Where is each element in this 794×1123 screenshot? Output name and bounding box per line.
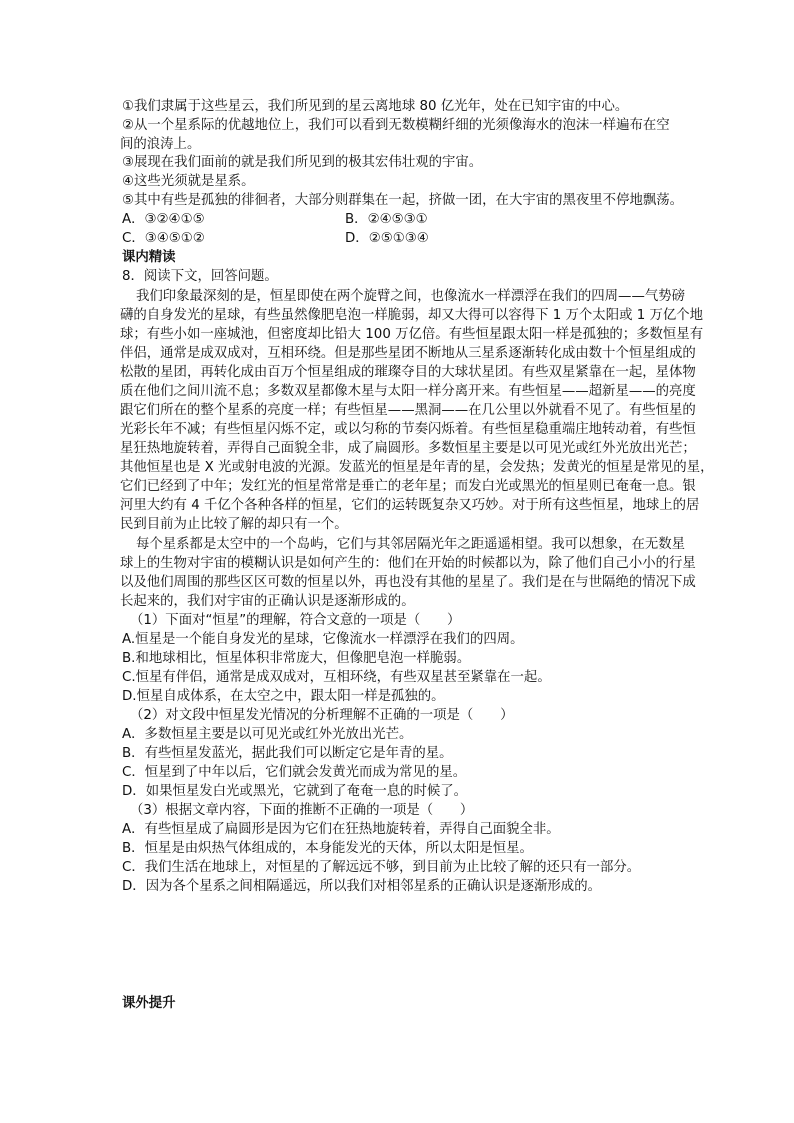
ordering-option-d[interactable]: D．②⑤①③④ bbox=[345, 231, 429, 246]
ordering-item-3: ③展现在我们面前的就是我们所见到的极其宏伟壮观的宇宙。 bbox=[122, 155, 483, 170]
passage-line: 球上的生物对宇宙的模糊认识是如何产生的：他们在开始的时候都以为，除了他们自己小小的行星 bbox=[120, 556, 696, 571]
passage-line: 球；有些小如一座城池，但密度却比铅大 100 万亿倍。有些恒星跟太阳一样是孤独的；多数恒星有 bbox=[120, 327, 704, 342]
passage-line: 其他恒星也是 X 光或射电波的光源。发蓝光的恒星是年青的星，会发热；发黄光的恒星是常见的星， bbox=[120, 460, 714, 475]
passage-line: 松散的星团，再转化成由百万个恒星组成的璀璨夺目的大球状星团。有些双星紧靠在一起，星体物 bbox=[120, 365, 696, 380]
question-8-intro: 8．阅读下文，回答问题。 bbox=[122, 269, 278, 284]
passage-line: 礴的自身发光的星球，有些虽然像肥皂泡一样脆弱，却又大得可以容得下 1 万个太阳或 1 万亿个地 bbox=[120, 308, 704, 323]
passage-line: 星狂热地旋转着，弄得自己面貌全非，成了扁圆形。多数恒星主要是以可见光或红外光放出光芒； bbox=[120, 441, 696, 456]
question-2-option-b[interactable]: B．有些恒星发蓝光，据此我们可以断定它是年青的星。 bbox=[122, 746, 453, 761]
question-3-option-c[interactable]: C．我们生活在地球上，对恒星的了解远远不够，到目前为止比较了解的还只有一部分。 bbox=[122, 860, 641, 875]
ordering-item-4: ④这些光须就是星系。 bbox=[122, 174, 255, 189]
passage-line: 它们已经到了中年；发红光的恒星常常是垂亡的老年星；而发白光或黑光的恒星则已奄奄一息。银 bbox=[120, 479, 696, 494]
passage-line: 伴侣，通常是成双成对，互相环绕。但是那些星团不断地从三星系逐渐转化成由数十个恒星组成的 bbox=[120, 346, 696, 361]
passage-line: 民到目前为止比较了解的却只有一个。 bbox=[120, 517, 348, 532]
ordering-option-c[interactable]: C．③④⑤①② bbox=[122, 231, 205, 246]
ordering-item-2: ②从一个星系际的优越地位上，我们可以看到无数模糊纤细的光须像海水的泡沫一样遍布在空 bbox=[122, 118, 670, 133]
question-1-stem: （1）下面对“恒星”的理解，符合文意的一项是（ ） bbox=[130, 613, 461, 628]
passage-line: 以及他们周围的那些区区可数的恒星以外，再也没有其他的星星了。我们是在与世隔绝的情况下成 bbox=[120, 575, 696, 590]
question-3-option-d[interactable]: D．因为各个星系之间相隔遥远，所以我们对相邻星系的正确认识是逐渐形成的。 bbox=[122, 879, 601, 894]
passage-line: 每个星系都是太空中的一个岛屿，它们与其邻居隔光年之距遥遥相望。我可以想象，在无数星 bbox=[136, 537, 686, 552]
passage-line: 长起来的，我们对宇宙的正确认识是逐渐形成的。 bbox=[120, 594, 415, 609]
ordering-option-a[interactable]: A．③②④①⑤ bbox=[122, 212, 205, 227]
question-1-option-b[interactable]: B.和地球相比，恒星体积非常庞大，但像肥皂泡一样脆弱。 bbox=[122, 651, 471, 666]
passage-line: 光彩长年不减；有些恒星闪烁不定，或以匀称的节奏闪烁着。有些恒星稳重端庄地转动着，有些恒 bbox=[120, 422, 696, 437]
question-1-option-a[interactable]: A.恒星是一个能自身发光的星球，它像流水一样漂浮在我们的四周。 bbox=[122, 632, 524, 647]
ordering-item-5: ⑤其中有些是孤独的徘徊者，大部分则群集在一起，挤做一团，在大宇宙的黑夜里不停地飘荡。 bbox=[122, 193, 684, 208]
passage-line: 跟它们所在的整个星系的亮度一样；有些恒星——黑洞——在几公里以外就看不见了。有些恒星的 bbox=[120, 403, 696, 418]
question-1-option-c[interactable]: C.恒星有伴侣，通常是成双成对，互相环绕，有些双星甚至紧靠在一起。 bbox=[122, 670, 551, 685]
section-heading-after-class: 课外提升 bbox=[122, 996, 176, 1011]
ordering-option-b[interactable]: B．②④⑤③① bbox=[345, 212, 428, 227]
question-2-option-a[interactable]: A．多数恒星主要是以可见光或红外光放出光芒。 bbox=[122, 727, 413, 742]
section-heading-in-class: 课内精读 bbox=[122, 250, 176, 265]
passage-line: 质在他们之间川流不息；多数双星都像木星与太阳一样分离开来。有些恒星——超新星——的亮度 bbox=[120, 384, 696, 399]
question-2-stem: （2）对文段中恒星发光情况的分析理解不正确的一项是（ ） bbox=[130, 708, 514, 723]
question-3-option-b[interactable]: B．恒星是由炽热气体组成的，本身能发光的天体，所以太阳是恒星。 bbox=[122, 841, 533, 856]
question-3-option-a[interactable]: A．有些恒星成了扁圆形是因为它们在狂热地旋转着，弄得自己面貌全非。 bbox=[122, 822, 560, 837]
ordering-options-row-2 bbox=[122, 229, 682, 248]
question-2-option-c[interactable]: C．恒星到了中年以后，它们就会发黄光而成为常见的星。 bbox=[122, 765, 467, 780]
ordering-item-1: ①我们隶属于这些星云，我们所见到的星云离地球 80 亿光年，处在已知宇宙的中心。 bbox=[122, 99, 629, 114]
passage-line: 河里大约有 4 千亿个各种各样的恒星，它们的运转既复杂又巧妙。对于所有这些恒星，地球上的居 bbox=[120, 498, 700, 513]
question-2-option-d[interactable]: D．如果恒星发白光或黑光，它就到了奄奄一息的时候了。 bbox=[122, 784, 468, 799]
ordering-options-row-1 bbox=[122, 210, 682, 229]
question-1-option-d[interactable]: D.恒星自成体系，在太空之中，跟太阳一样是孤独的。 bbox=[122, 689, 445, 704]
question-3-stem: （3）根据文章内容，下面的推断不正确的一项是（ ） bbox=[130, 803, 474, 818]
passage-line: 我们印象最深刻的是，恒星即使在两个旋臂之间，也像流水一样漂浮在我们的四周——气势磅 bbox=[136, 289, 686, 304]
ordering-item-2-cont: 间的浪涛上。 bbox=[120, 137, 201, 152]
